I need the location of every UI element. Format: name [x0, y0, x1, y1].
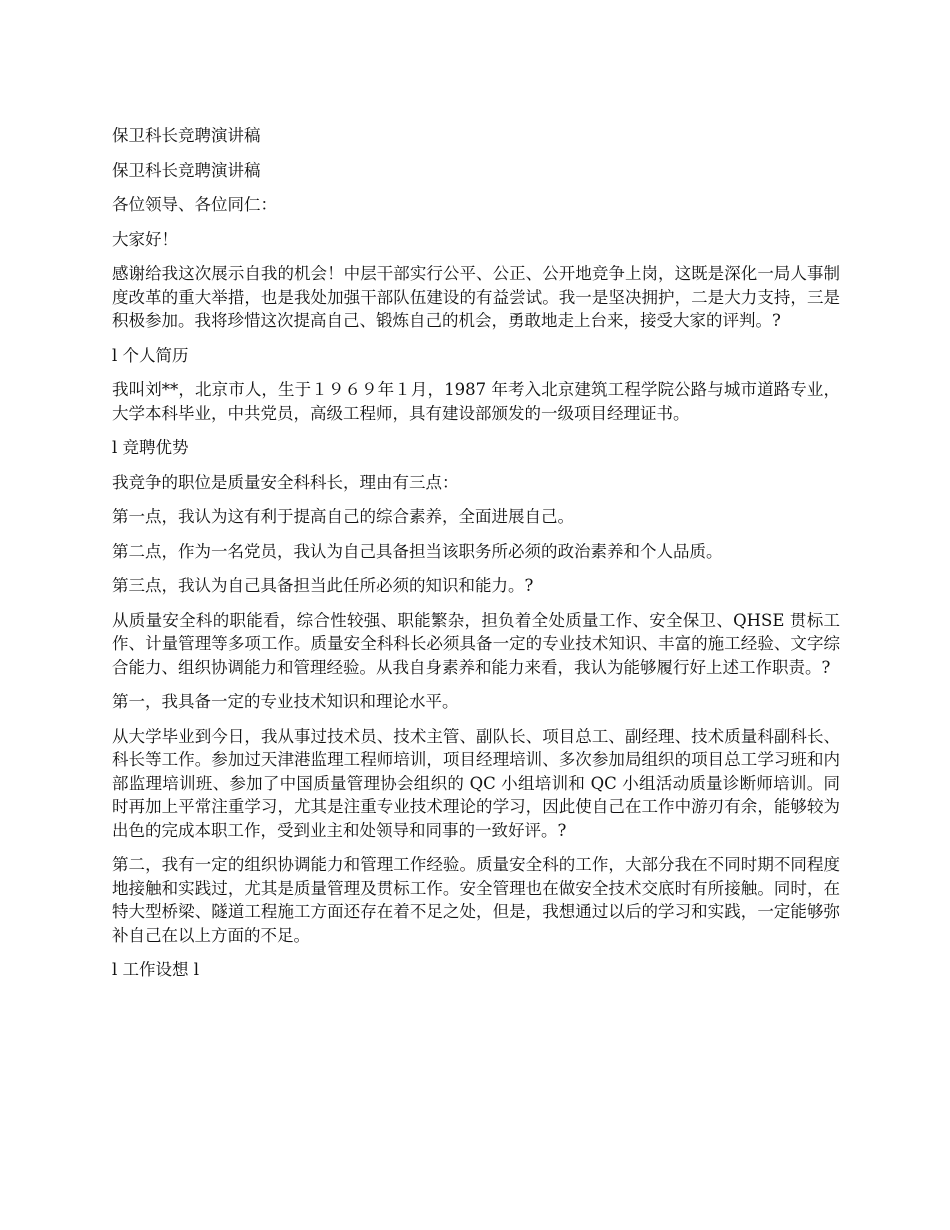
section-heading-work-plan: l 工作设想 l: [112, 960, 200, 979]
section-heading-advantages: l 竞聘优势: [112, 438, 189, 457]
paragraph-reason-2: 第二点，作为一名党员，我认为自己具备担当该职务所必须的政治素养和个人品质。: [112, 541, 723, 561]
greeting: 大家好！: [112, 229, 178, 249]
paragraph-reason-1: 第一点，我认为这有利于提高自己的综合素养，全面进展自己。: [112, 507, 574, 526]
paragraph-reason-3: 第三点，我认为自己具备担当此任所必须的知识和能力。?: [112, 576, 534, 595]
paragraph-experience: 从大学毕业到今日，我从事过技术员、技术主管、副队长、项目总工、副经理、技术质量科副科长、科长等工作。参加过天津港监理工程师培训，项目经理培训、多次参加局组织的项目总工学习班和内部监理培训班、参加了中国质量管理协会组织的 QC 小组培训和 QC 小组活动质量诊断师培训。同时再加上平常注重学习，尤其是注重专业技术理论的学习，因此使自己在工作中游刃有余，能够较为出色的完成本职工作，受到业主和处领导和同事的一致好评。?: [112, 726, 840, 840]
paragraph-first-point: 第一，我具备一定的专业技术知识和理论水平。: [112, 692, 459, 711]
paragraph-duties: 从质量安全科的职能看，综合性较强、职能繁杂，担负着全处质量工作、安全保卫、QHSE 贯标工作、计量管理等多项工作。质量安全科科长必须具备一定的专业技术知识、丰富的施工经验、文字综合能力、组织协调能力和管理经验。从我自身素养和能力来看，我认为能够履行好上述工作职责。?: [112, 610, 840, 677]
document-title: 保卫科长竞聘演讲稿: [112, 126, 261, 145]
section-heading-resume: l 个人简历: [112, 345, 189, 365]
paragraph-reasons-intro: 我竞争的职位是质量安全科科长，理由有三点：: [112, 472, 459, 492]
paragraph-intro: 感谢给我这次展示自我的机会！中层干部实行公平、公正、公开地竞争上岗，这既是深化一局人事制度改革的重大举措，也是我处加强干部队伍建设的有益尝试。我一是坚决拥护，二是大力支持，三是积极参加。我将珍惜这次提高自己、锻炼自己的机会，勇敢地走上台来，接受大家的评判。?: [112, 264, 840, 330]
document-body: [112, 124, 840, 993]
paragraph-second-point: 第二，我有一定的组织协调能力和管理工作经验。质量安全科的工作，大部分我在不同时期不同程度地接触和实践过，尤其是质量管理及贯标工作。安全管理也在做安全技术交底时有所接触。同时，在特大型桥梁、隧道工程施工方面还存在着不足之处，但是，我想通过以后的学习和实践，一定能够弥补自己在以上方面的不足。: [112, 855, 840, 945]
document-subtitle: 保卫科长竞聘演讲稿: [112, 160, 261, 180]
salutation: 各位领导、各位同仁：: [112, 195, 277, 214]
paragraph-resume: 我叫刘**，北京市人，生于１９６９年１月，1987 年考入北京建筑工程学院公路与城市道路专业，大学本科毕业，中共党员，高级工程师，具有建设部颁发的一级项目经理证书。: [112, 380, 840, 423]
